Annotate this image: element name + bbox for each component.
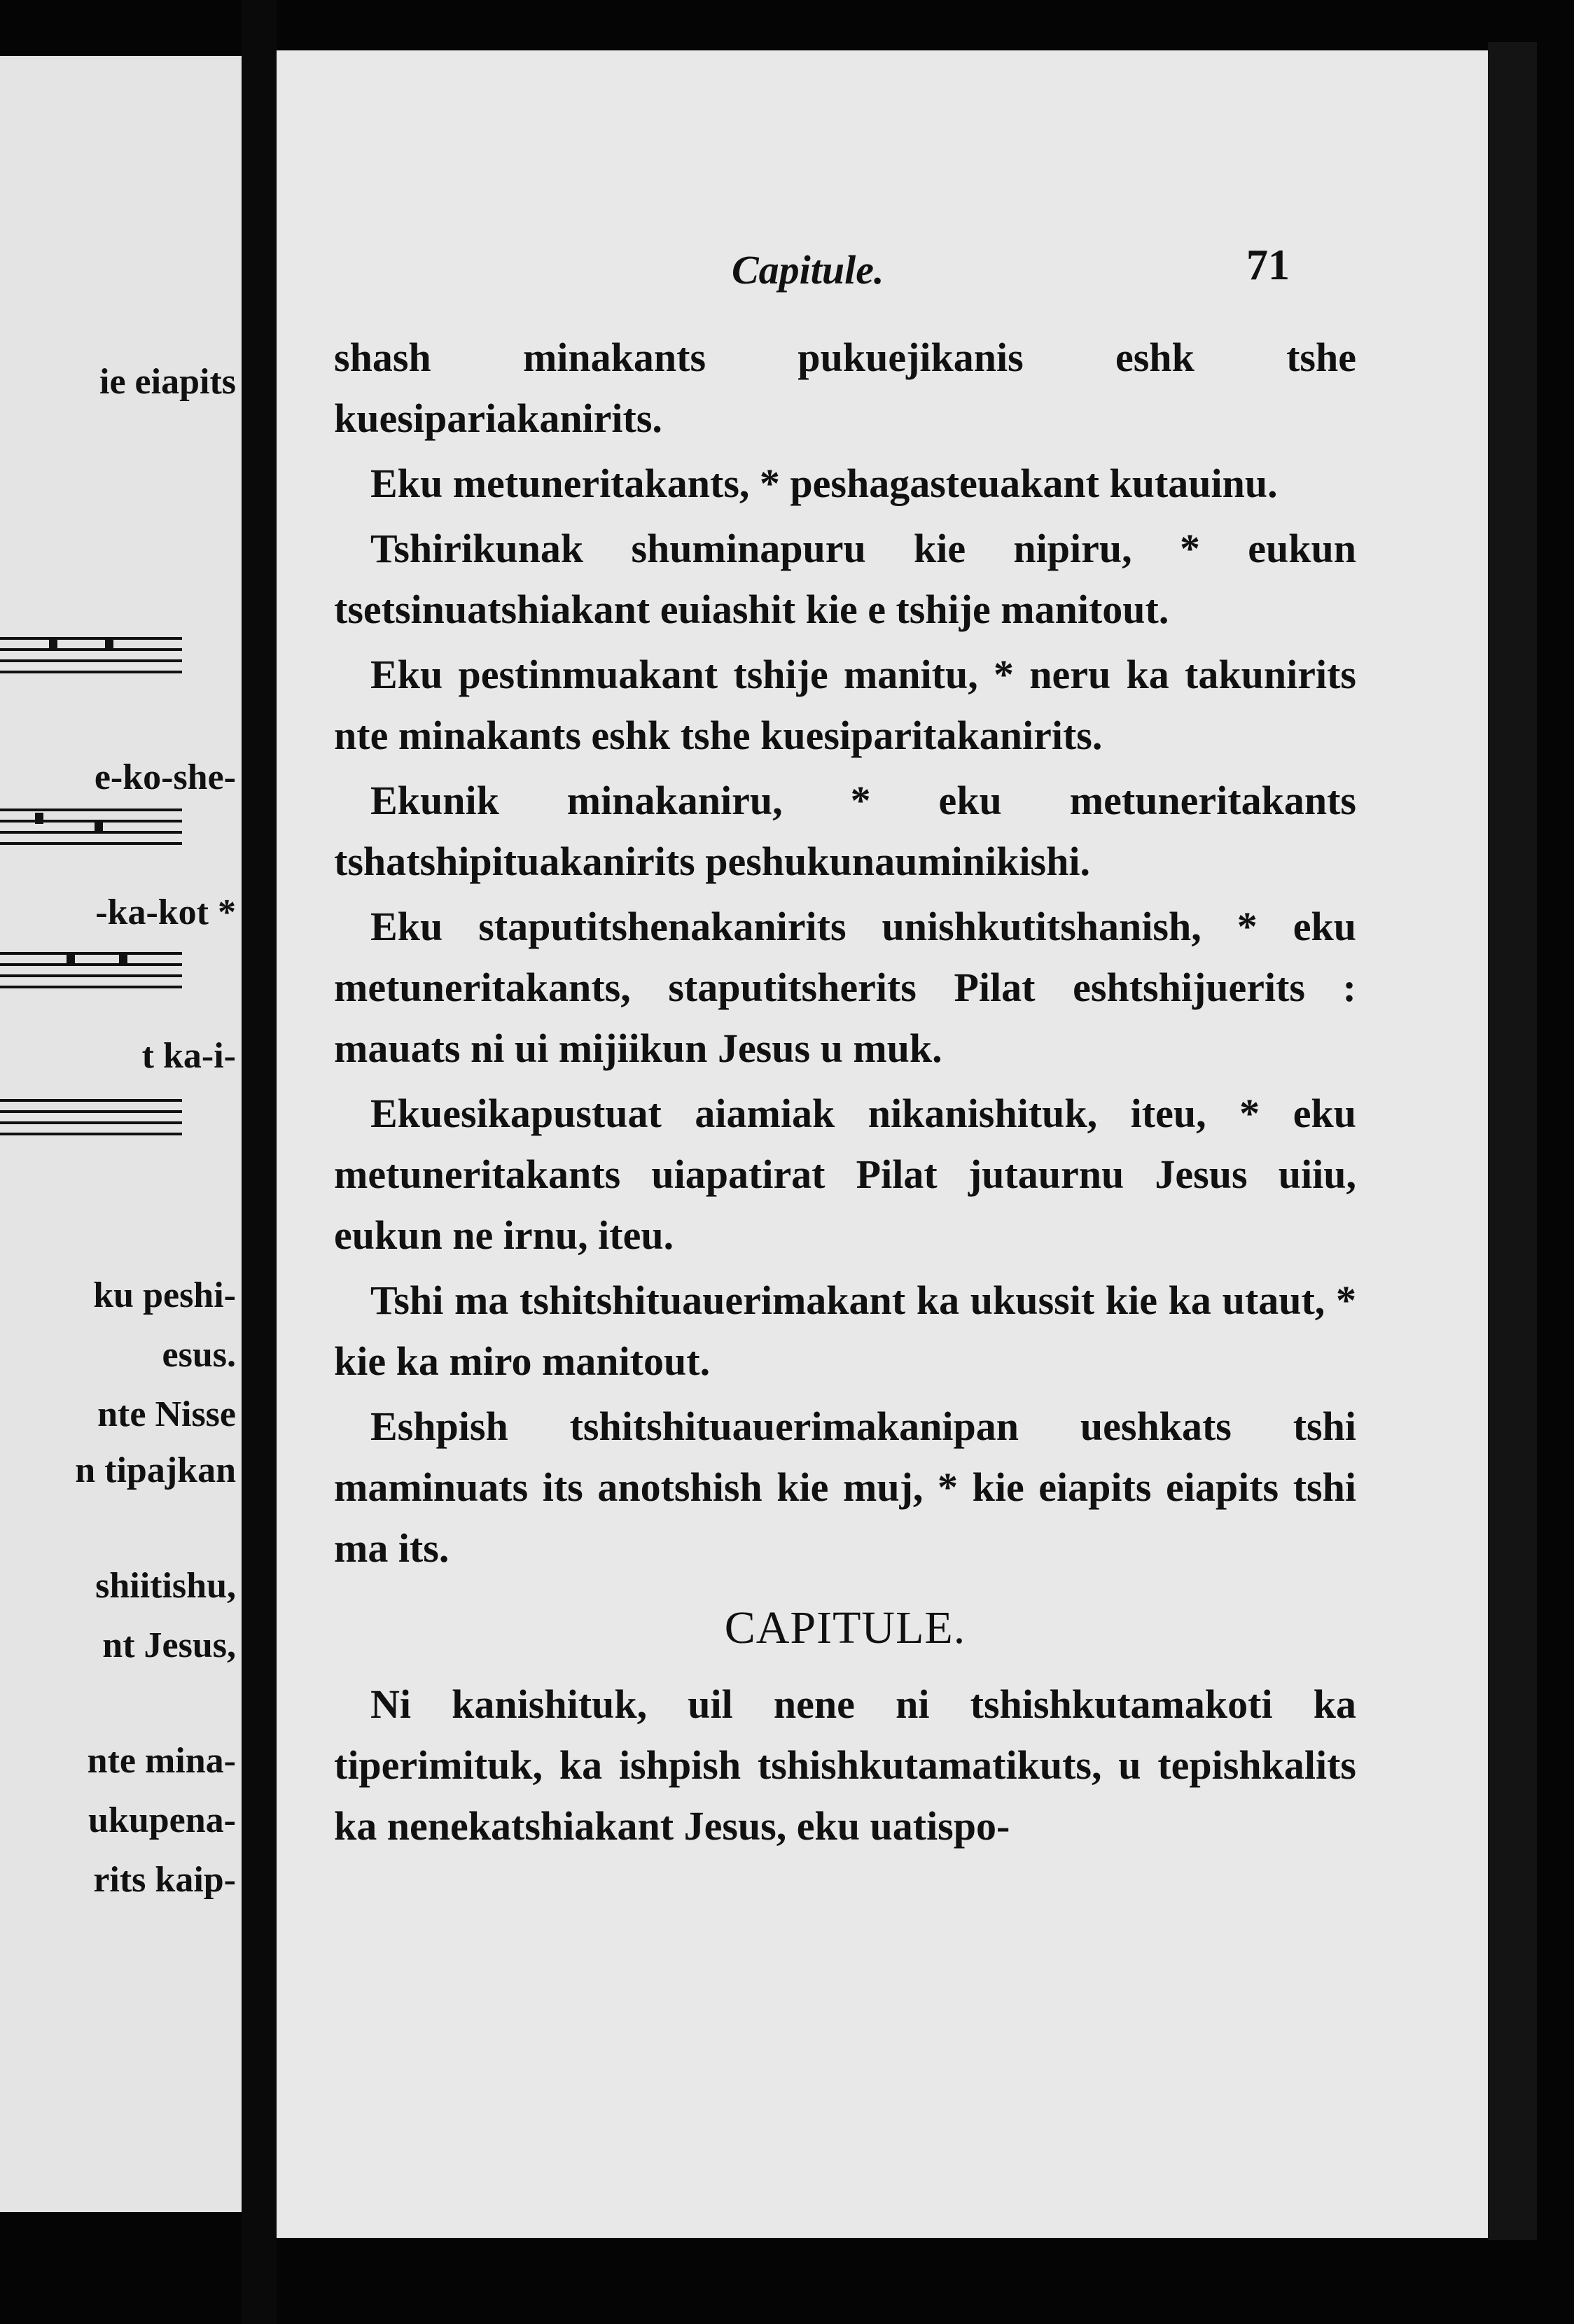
music-staff (0, 952, 182, 997)
book-gutter (242, 0, 277, 2324)
paragraph: Eshpish tshitshituauerimakanipan ueshkats tshi maminuats its anotshish kie muj, * kie eiapits eiapits tshi ma its. (334, 1404, 1356, 1571)
left-page-line: nte Nisse (97, 1394, 236, 1434)
music-note (95, 821, 103, 832)
closing-paragraph: Ni kanishituk, uil nene ni tshishkutamakoti ka tiperimituk, ka ishpish tshishkutamatikuts, u tepishkalits ka nenekatshiakant Jesus, eku uatispo- (334, 1681, 1356, 1849)
paragraph: Tshirikunak shuminapuru kie nipiru, * eukun tsetsinuatshiakant euiashit kie e tshije manitout. (334, 526, 1356, 632)
left-page-line: ku peshi- (93, 1275, 236, 1315)
left-page (0, 56, 242, 2212)
body-text (334, 327, 1356, 1861)
page-number: 71 (1246, 241, 1290, 289)
music-note (105, 638, 113, 650)
paragraph: Eku pestinmuakant tshije manitu, * neru ka takunirits nte minakants eshk tshe kuesiparitakanirits. (334, 652, 1356, 758)
page-edge-shadow (1488, 42, 1537, 2240)
left-page-line: nt Jesus, (102, 1625, 236, 1665)
left-page-line: t ka-i- (141, 1036, 236, 1076)
paragraph: Eku staputitshenakanirits unishkutitshanish, * eku metuneritakants, staputitsherits Pilat eshtshijuerits : mauats ni ui mijiikun Jesus u muk. (334, 904, 1356, 1071)
left-page-line: n tipajkan (75, 1450, 236, 1490)
music-staff (0, 637, 182, 682)
left-page-line: -ka-kot * (95, 892, 236, 932)
left-page-line: esus. (162, 1335, 236, 1375)
music-staff (0, 1099, 182, 1144)
music-note (119, 953, 127, 965)
paragraph: Eku metuneritakants, * peshagasteuakant kutauinu. (370, 461, 1278, 506)
left-page-line: ukupena- (88, 1800, 236, 1840)
music-note (67, 953, 75, 965)
music-note (35, 813, 43, 824)
left-page-line: e-ko-she- (94, 757, 236, 797)
paragraph: shash minakants pukuejikanis eshk tshe kuesipariakanirits. (334, 335, 1356, 441)
right-page (277, 50, 1488, 2238)
music-staff (0, 808, 182, 853)
running-head: Capitule. (732, 247, 884, 293)
paragraph: Ekuesikapustuat aiamiak nikanishituk, iteu, * eku metuneritakants uiapatirat Pilat jutaurnu Jesus uiiu, eukun ne irnu, iteu. (334, 1091, 1356, 1258)
left-page-line: shiitishu, (95, 1566, 236, 1606)
left-page-line: ie eiapits (99, 362, 236, 402)
paragraph: Tshi ma tshitshituauerimakant ka ukussit kie ka utaut, * kie ka miro manitout. (334, 1278, 1356, 1384)
paragraph: Ekunik minakaniru, * eku metuneritakants tshatshipituakanirits peshukunauminikishi. (334, 778, 1356, 884)
left-page-line: nte mina- (87, 1741, 236, 1781)
left-page-line: rits kaip- (93, 1860, 236, 1900)
section-heading: CAPITULE. (724, 1602, 966, 1653)
music-note (49, 638, 57, 650)
